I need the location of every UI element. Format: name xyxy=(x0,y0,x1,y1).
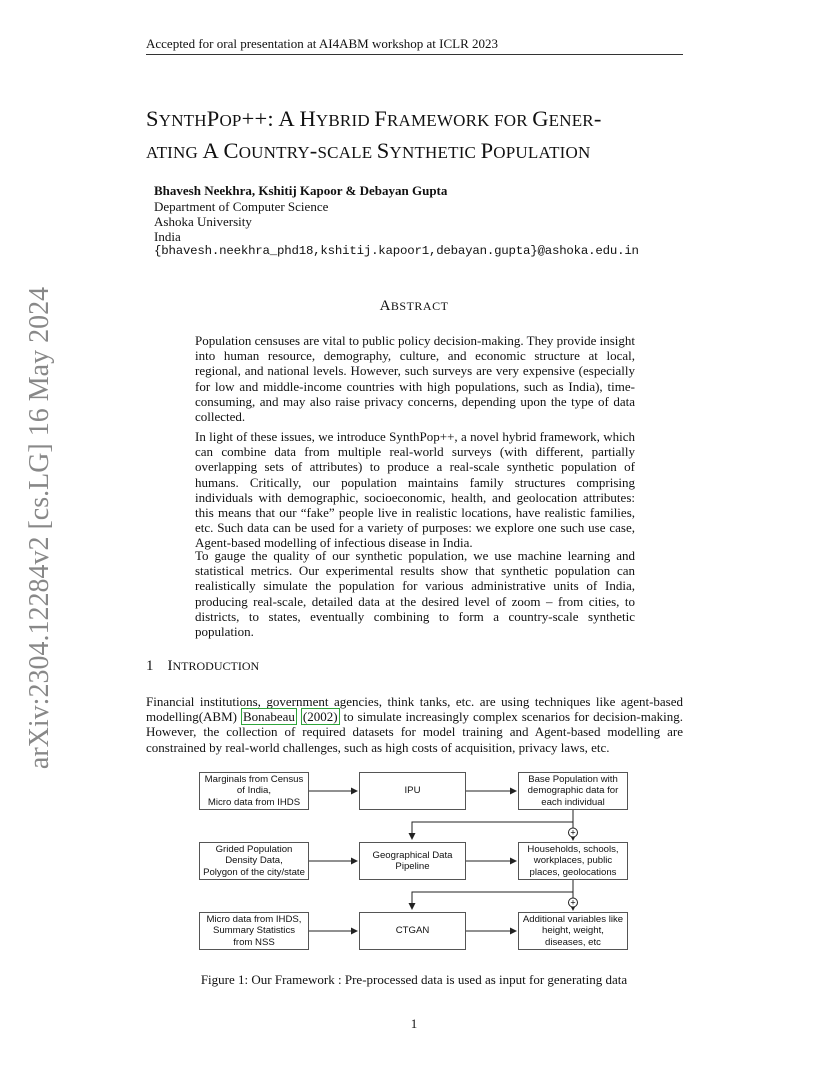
title-line-1 xyxy=(146,104,706,136)
abstract-paragraph-2: In light of these issues, we introduce SynthPop++, a novel hybrid framework, which can combine data from multiple real-world surveys (with different, partially overlapping sets of attributes) to produce a real-scale synthetic population of humans. Critically, our population maintains family structures comprising individuals with demographic, socioeconomic, health, and geolocation attributes: this means that our “fake” people live in realistic locations, have realistic families, etc. Such data can be used for a variety of purposes: we explore one such use case, Agent-based modelling of infectious disease in India. xyxy=(195,429,635,551)
box-text-line: Polygon of the city/state xyxy=(203,866,305,878)
process-box-ctgan xyxy=(359,912,466,950)
abstract-heading-rest: BSTRACT xyxy=(390,299,449,313)
title-smallcaps: YNTHETIC xyxy=(389,143,481,162)
title-smallcaps: OP xyxy=(219,111,242,130)
affiliation-country: India xyxy=(154,229,181,244)
page-number: 1 xyxy=(410,1016,418,1031)
author-list: Bhavesh Neekhra, Kshitij Kapoor & Debayan Gupta xyxy=(154,183,448,198)
input-box-gridded-population xyxy=(199,842,309,880)
box-text-line: demographic data for xyxy=(527,785,619,797)
affiliation-department: Department of Computer Science xyxy=(154,199,329,214)
box-text-line: Pipeline xyxy=(395,861,430,872)
box-text-line: Additional variables like xyxy=(522,913,624,925)
output-box-additional-variables xyxy=(518,912,628,950)
abstract-paragraph-1: Population censuses are vital to public policy decision-making. They provide insight into human resource, demography, culture, and economic structure at local, regional, and national levels. However, such surveys are very expensive (especially for low and middle-income countries with high populations, such as India), time-consuming, and may also raise privacy concerns, depending upon the type of data collected. xyxy=(195,333,635,425)
intro-paragraph xyxy=(146,694,683,755)
citation-link-year[interactable]: (2002) xyxy=(302,709,338,725)
box-text-line: Summary Statistics xyxy=(212,925,296,937)
title-smallcaps: SCALE xyxy=(317,143,377,162)
abstract-heading xyxy=(0,298,828,315)
title-smallcaps: RAMEWORK FOR xyxy=(386,111,533,130)
title-smallcaps: ATING xyxy=(146,143,203,162)
arxiv-stamp: arXiv:2304.12284v2 [cs.LG] 16 May 2024 xyxy=(24,286,55,770)
box-text-line: Households, schools, xyxy=(527,843,619,855)
box-text-line: of India, xyxy=(236,785,272,797)
arrow-output1-geo xyxy=(412,810,576,839)
affiliation-university: Ashoka University xyxy=(154,214,252,229)
output-box-households xyxy=(518,842,628,880)
title-cap: F xyxy=(374,106,387,131)
box-text-line: CTGAN xyxy=(395,925,430,937)
box-text-line: from NSS xyxy=(233,936,275,948)
title-cap: - xyxy=(593,106,602,131)
arrow-output2-ctgan xyxy=(412,880,576,909)
abstract-heading-cap: A xyxy=(379,298,391,314)
title-cap: - xyxy=(309,138,318,163)
box-text-line: Grided Population xyxy=(215,843,293,855)
title-cap: S xyxy=(376,138,390,163)
title-smallcaps: OUNTRY xyxy=(238,143,310,162)
section-heading-introduction xyxy=(146,658,259,675)
box-text-line: Geographical Data xyxy=(372,849,453,861)
title-smallcaps: YBRID xyxy=(315,111,375,130)
process-box-geo-pipeline xyxy=(359,842,466,880)
box-text-line: IPU xyxy=(404,785,421,797)
output-box-base-population xyxy=(518,772,628,810)
title-smallcaps: ENER xyxy=(548,111,594,130)
title-cap: P xyxy=(480,138,494,163)
box-text-line: each individual xyxy=(541,796,605,808)
section-heading-cap: I xyxy=(167,658,173,674)
title-cap: H xyxy=(299,106,316,131)
abstract-paragraph-3: To gauge the quality of our synthetic population, we use machine learning and statistical metrics. Our experimental results show that synthetic population can realistically simulate the population for various administrative units of India, producing real-scale, detailed data at the desired level of zoom – from cities, to districts, to states, eventually combining to form a country-scale synthetic population. xyxy=(195,548,635,640)
box-text-line: Micro data from IHDS, xyxy=(206,913,302,925)
input-box-census xyxy=(199,772,309,810)
figure-caption: Figure 1: Our Framework : Pre-processed data is used as input for generating data xyxy=(200,972,628,987)
box-text-line: Micro data from IHDS xyxy=(207,796,301,808)
running-header: Accepted for oral presentation at AI4ABM workshop at ICLR 2023 xyxy=(146,36,499,51)
title-smallcaps: YNTH xyxy=(158,111,207,130)
intro-text-before: Financial institutions, government agencies, think tanks, etc. are using techniques like agent-based modelling(ABM) xyxy=(146,694,683,725)
header-rule xyxy=(146,54,683,55)
input-box-ihds-nss xyxy=(199,912,309,950)
box-text-line: height, weight, xyxy=(542,925,604,937)
title-cap: ++: A xyxy=(241,106,300,131)
section-number: 1 xyxy=(146,658,154,674)
plus-sign-1: + xyxy=(570,827,576,838)
framework-figure xyxy=(195,768,635,958)
author-emails: {bhavesh.neekhra_phd18,kshitij.kapoor1,debayan.gupta}@ashoka.edu.in xyxy=(154,244,639,258)
box-text-line: diseases, etc xyxy=(544,936,601,948)
section-heading-rest: NTRODUCTION xyxy=(172,659,260,673)
box-text-line: places, geolocations xyxy=(529,866,617,878)
title-cap: G xyxy=(532,106,549,131)
box-text-line: Marginals from Census xyxy=(204,773,304,785)
plus-sign-2: + xyxy=(570,897,576,908)
paper-title xyxy=(146,104,706,168)
citation-link-author[interactable]: Bonabeau xyxy=(242,709,295,725)
box-text-line: workplaces, public xyxy=(533,855,613,867)
process-box-ipu xyxy=(359,772,466,810)
box-text-line: Base Population with xyxy=(528,773,618,785)
title-cap: P xyxy=(206,106,220,131)
intro-text-after: to simulate increasingly complex scenarios for decision-making. However, the collection of required datasets for model training and Agent-based modelling are constrained by real-world challenges, such as high costs of acquisition, privacy laws, etc. xyxy=(146,709,683,755)
title-smallcaps: OPULATION xyxy=(493,143,591,162)
title-cap: S xyxy=(146,106,159,131)
title-line-2 xyxy=(146,136,706,168)
box-text-line: Density Data, xyxy=(225,855,283,867)
title-cap: A C xyxy=(202,138,239,163)
